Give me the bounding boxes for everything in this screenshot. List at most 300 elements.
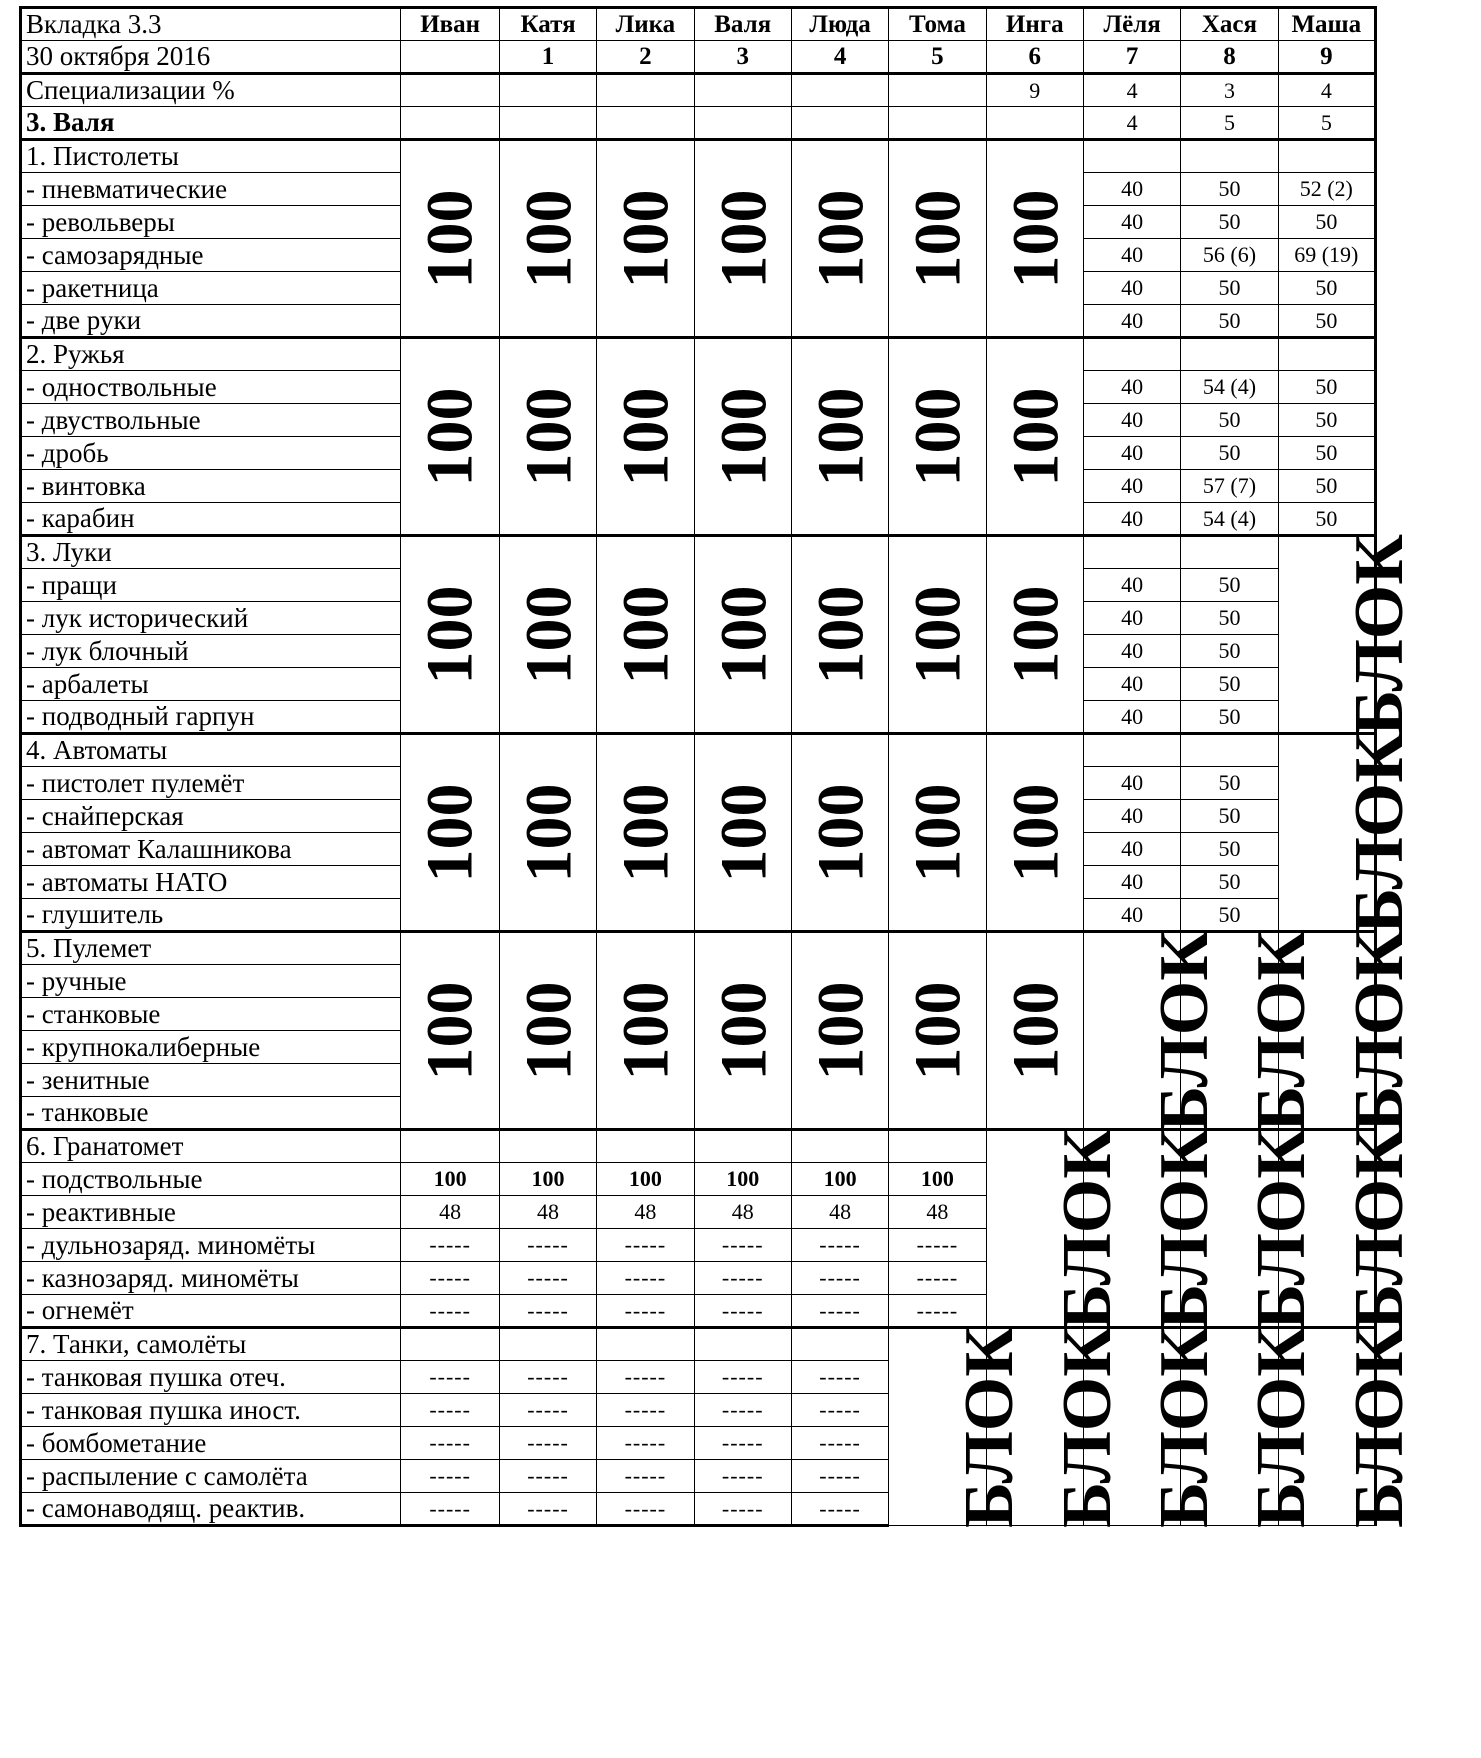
vertical-value: 100 <box>609 783 683 882</box>
merged-value-cell <box>499 140 596 338</box>
merged-value-cell <box>401 932 499 1130</box>
value-cell: 50 <box>1181 767 1278 800</box>
value-cell: 100 <box>694 1163 791 1196</box>
column-number: 1 <box>499 41 596 74</box>
vertical-value: 100 <box>512 783 586 882</box>
vertical-value: 100 <box>413 387 487 486</box>
column-number: 4 <box>791 41 888 74</box>
vertical-value: 100 <box>999 585 1073 684</box>
group-title-bows: 3. Луки <box>21 536 401 569</box>
value-cell: 50 <box>1181 833 1278 866</box>
dash-cell: ----- <box>791 1295 888 1328</box>
value-cell: 50 <box>1181 206 1278 239</box>
value-cell: 50 <box>1181 173 1278 206</box>
merged-value-cell <box>791 734 888 932</box>
dash-cell: ----- <box>401 1493 499 1526</box>
blocked-cell <box>1278 731 1418 934</box>
vertical-value: 100 <box>999 189 1073 288</box>
row-label: - подводный гарпун <box>21 701 401 734</box>
empty-cell <box>1181 140 1278 173</box>
dash-cell: ----- <box>499 1361 596 1394</box>
row-label: - автоматы НАТО <box>21 866 401 899</box>
row-label: - двуствольные <box>21 404 401 437</box>
blocked-label: БЛОК <box>1340 1326 1418 1528</box>
value-cell: 50 <box>1181 437 1278 470</box>
merged-value-cell <box>401 536 499 734</box>
vertical-value: 100 <box>609 585 683 684</box>
vertical-value: 100 <box>413 981 487 1080</box>
value-cell: 56 (6) <box>1181 239 1278 272</box>
value-cell: 40 <box>1083 173 1180 206</box>
empty-cell <box>889 1130 986 1163</box>
merged-value-cell <box>889 932 986 1130</box>
merged-value-cell <box>499 536 596 734</box>
dash-cell: ----- <box>499 1460 596 1493</box>
value-cell: 40 <box>1083 569 1180 602</box>
row-label: - бомбометание <box>21 1427 401 1460</box>
vertical-value: 100 <box>901 387 975 486</box>
value-cell: 40 <box>1083 404 1180 437</box>
dash-cell: ----- <box>597 1361 694 1394</box>
value-cell: 50 <box>1278 404 1375 437</box>
spec-value <box>597 74 694 107</box>
blocked-label: БЛОК <box>1048 1326 1126 1528</box>
value-cell: 50 <box>1278 503 1375 536</box>
value-cell: 50 <box>1181 899 1278 932</box>
merged-value-cell <box>401 338 499 536</box>
dash-cell: ----- <box>791 1361 888 1394</box>
dash-cell: ----- <box>694 1295 791 1328</box>
dash-cell: ----- <box>791 1493 888 1526</box>
blocked-label: БЛОК <box>1145 929 1223 1132</box>
section-value <box>499 107 596 140</box>
empty-cell <box>1278 140 1375 173</box>
blocked-label: БЛОК <box>1243 929 1321 1132</box>
spec-value: 4 <box>1278 74 1375 107</box>
merged-value-cell <box>694 734 791 932</box>
section-value <box>791 107 888 140</box>
value-cell: 40 <box>1083 305 1180 338</box>
dash-cell: ----- <box>694 1361 791 1394</box>
dash-cell: ----- <box>694 1394 791 1427</box>
value-cell: 40 <box>1083 437 1180 470</box>
dash-cell: ----- <box>694 1460 791 1493</box>
column-header-masha: Маша <box>1278 8 1375 41</box>
vertical-value: 100 <box>609 189 683 288</box>
merged-value-cell <box>597 932 694 1130</box>
row-label: - арбалеты <box>21 668 401 701</box>
dash-cell: ----- <box>791 1394 888 1427</box>
vertical-value: 100 <box>999 387 1073 486</box>
dash-cell: ----- <box>597 1295 694 1328</box>
blocked-cell <box>1278 533 1418 736</box>
row-label: - две руки <box>21 305 401 338</box>
merged-value-cell <box>694 932 791 1130</box>
value-cell: 50 <box>1181 305 1278 338</box>
merged-value-cell <box>694 536 791 734</box>
spec-value: 3 <box>1181 74 1278 107</box>
vertical-value: 100 <box>707 387 781 486</box>
row-label: - дробь <box>21 437 401 470</box>
value-cell: 40 <box>1083 503 1180 536</box>
vertical-value: 100 <box>804 981 878 1080</box>
row-label: - одноствольные <box>21 371 401 404</box>
dash-cell: ----- <box>791 1229 888 1262</box>
vertical-value: 100 <box>512 387 586 486</box>
merged-value-cell <box>597 536 694 734</box>
empty-cell <box>791 1328 888 1361</box>
vertical-value: 100 <box>413 585 487 684</box>
empty-cell <box>1083 140 1180 173</box>
vertical-value: 100 <box>804 783 878 882</box>
merged-value-cell <box>791 536 888 734</box>
blocked-label: БЛОК <box>1340 533 1418 736</box>
column-header-toma: Тома <box>889 8 986 41</box>
empty-cell <box>694 1328 791 1361</box>
value-cell: 40 <box>1083 800 1180 833</box>
value-cell: 50 <box>1181 272 1278 305</box>
merged-value-cell <box>986 140 1083 338</box>
value-cell: 50 <box>1181 569 1278 602</box>
row-label: - лук блочный <box>21 635 401 668</box>
dash-cell: ----- <box>597 1460 694 1493</box>
vertical-value: 100 <box>512 189 586 288</box>
dash-cell: ----- <box>401 1460 499 1493</box>
spec-value <box>791 74 888 107</box>
empty-cell <box>694 1130 791 1163</box>
vertical-value: 100 <box>707 981 781 1080</box>
dash-cell: ----- <box>499 1394 596 1427</box>
value-cell: 69 (19) <box>1278 239 1375 272</box>
blocked-cell <box>889 1326 1029 1528</box>
dash-cell: ----- <box>597 1427 694 1460</box>
row-label: - станковые <box>21 998 401 1031</box>
group-title-tanks-planes: 7. Танки, самолёты <box>21 1328 401 1361</box>
empty-cell <box>1181 536 1278 569</box>
column-header-inga: Инга <box>986 8 1083 41</box>
blocked-label: БЛОК <box>1145 1127 1223 1330</box>
value-cell: 48 <box>401 1196 499 1229</box>
value-cell: 48 <box>791 1196 888 1229</box>
empty-cell <box>597 1130 694 1163</box>
value-cell: 40 <box>1083 206 1180 239</box>
merged-value-cell <box>499 734 596 932</box>
group-title-rifles: 2. Ружья <box>21 338 401 371</box>
vertical-value: 100 <box>609 387 683 486</box>
value-cell: 40 <box>1083 866 1180 899</box>
vertical-value: 100 <box>707 189 781 288</box>
column-header-katya: Катя <box>499 8 596 41</box>
value-cell: 100 <box>889 1163 986 1196</box>
row-label: - глушитель <box>21 899 401 932</box>
row-label: - реактивные <box>21 1196 401 1229</box>
vertical-value: 100 <box>999 783 1073 882</box>
row-label: - танковая пушка отеч. <box>21 1361 401 1394</box>
blocked-label: БЛОК <box>951 1326 1029 1528</box>
dash-cell: ----- <box>597 1394 694 1427</box>
vertical-value: 100 <box>707 585 781 684</box>
value-cell: 50 <box>1181 602 1278 635</box>
column-number: 5 <box>889 41 986 74</box>
vertical-value: 100 <box>609 981 683 1080</box>
empty-cell <box>1181 734 1278 767</box>
dash-cell: ----- <box>694 1229 791 1262</box>
merged-value-cell <box>986 734 1083 932</box>
value-cell: 50 <box>1181 866 1278 899</box>
dash-cell: ----- <box>401 1262 499 1295</box>
section-value <box>889 107 986 140</box>
value-cell: 40 <box>1083 899 1180 932</box>
value-cell: 50 <box>1181 404 1278 437</box>
merged-value-cell <box>791 338 888 536</box>
spec-value <box>889 74 986 107</box>
tab-title: Вкладка 3.3 <box>21 8 401 41</box>
dash-cell: ----- <box>597 1493 694 1526</box>
empty-cell <box>401 1130 499 1163</box>
column-number: 7 <box>1083 41 1180 74</box>
vertical-value: 100 <box>901 189 975 288</box>
column-number: 3 <box>694 41 791 74</box>
empty-cell <box>1083 536 1180 569</box>
column-number: 6 <box>986 41 1083 74</box>
value-cell: 50 <box>1278 437 1375 470</box>
value-cell: 52 (2) <box>1278 173 1375 206</box>
value-cell: 40 <box>1083 470 1180 503</box>
row-label: - пращи <box>21 569 401 602</box>
merged-value-cell <box>401 140 499 338</box>
row-label: - дульнозаряд. миномёты <box>21 1229 401 1262</box>
dash-cell: ----- <box>694 1493 791 1526</box>
section-value <box>694 107 791 140</box>
row-label: - распыление с самолёта <box>21 1460 401 1493</box>
row-label: - крупнокалиберные <box>21 1031 401 1064</box>
dash-cell: ----- <box>694 1262 791 1295</box>
value-cell: 40 <box>1083 272 1180 305</box>
row-label: - лук исторический <box>21 602 401 635</box>
dash-cell: ----- <box>889 1295 986 1328</box>
value-cell: 100 <box>499 1163 596 1196</box>
group-title-grenade-launchers: 6. Гранатомет <box>21 1130 401 1163</box>
dash-cell: ----- <box>597 1262 694 1295</box>
blocked-cell <box>1083 929 1223 1132</box>
blocked-cell <box>986 1127 1126 1330</box>
value-cell: 100 <box>401 1163 499 1196</box>
merged-value-cell <box>986 338 1083 536</box>
dash-cell: ----- <box>791 1427 888 1460</box>
document-date: 30 октября 2016 <box>21 41 401 74</box>
value-cell: 54 (4) <box>1181 371 1278 404</box>
merged-value-cell <box>597 338 694 536</box>
merged-value-cell <box>889 140 986 338</box>
value-cell: 48 <box>499 1196 596 1229</box>
value-cell: 50 <box>1278 272 1375 305</box>
value-cell: 54 (4) <box>1181 503 1278 536</box>
empty-cell <box>499 1328 596 1361</box>
dash-cell: ----- <box>597 1229 694 1262</box>
merged-value-cell <box>791 932 888 1130</box>
vertical-value: 100 <box>413 189 487 288</box>
blocked-label: БЛОК <box>1340 929 1418 1132</box>
section-value <box>401 107 499 140</box>
row-label: - ручные <box>21 965 401 998</box>
value-cell: 57 (7) <box>1181 470 1278 503</box>
column-header-lika: Лика <box>597 8 694 41</box>
column-header-valya: Валя <box>694 8 791 41</box>
empty-cell <box>401 1328 499 1361</box>
section-value: 4 <box>1083 107 1180 140</box>
dash-cell: ----- <box>791 1460 888 1493</box>
vertical-value: 100 <box>901 783 975 882</box>
merged-value-cell <box>401 734 499 932</box>
column-number: 8 <box>1181 41 1278 74</box>
dash-cell: ----- <box>401 1394 499 1427</box>
merged-value-cell <box>694 338 791 536</box>
section-value: 5 <box>1278 107 1375 140</box>
vertical-value: 100 <box>512 981 586 1080</box>
vertical-value: 100 <box>804 585 878 684</box>
specialization-table <box>19 6 1418 1528</box>
row-label: - танковые <box>21 1097 401 1130</box>
column-number <box>401 41 499 74</box>
blocked-label: БЛОК <box>1243 1127 1321 1330</box>
blocked-label: БЛОК <box>1340 731 1418 934</box>
merged-value-cell <box>597 734 694 932</box>
merged-value-cell <box>597 140 694 338</box>
dash-cell: ----- <box>889 1229 986 1262</box>
merged-value-cell <box>499 338 596 536</box>
value-cell: 40 <box>1083 833 1180 866</box>
merged-value-cell <box>499 932 596 1130</box>
row-label: - ракетница <box>21 272 401 305</box>
spec-value <box>499 74 596 107</box>
dash-cell: ----- <box>791 1262 888 1295</box>
merged-value-cell <box>889 536 986 734</box>
dash-cell: ----- <box>401 1427 499 1460</box>
merged-value-cell <box>986 932 1083 1130</box>
empty-cell <box>1278 338 1375 371</box>
row-label: - казнозаряд. миномёты <box>21 1262 401 1295</box>
vertical-value: 100 <box>901 585 975 684</box>
dash-cell: ----- <box>401 1361 499 1394</box>
value-cell: 48 <box>889 1196 986 1229</box>
value-cell: 50 <box>1278 206 1375 239</box>
value-cell: 50 <box>1278 305 1375 338</box>
merged-value-cell <box>889 734 986 932</box>
row-label: - танковая пушка иност. <box>21 1394 401 1427</box>
merged-value-cell <box>791 140 888 338</box>
blocked-label: БЛОК <box>1340 1127 1418 1330</box>
section-value: 5 <box>1181 107 1278 140</box>
value-cell: 40 <box>1083 701 1180 734</box>
column-number: 2 <box>597 41 694 74</box>
value-cell: 48 <box>597 1196 694 1229</box>
blocked-label: БЛОК <box>1048 1127 1126 1330</box>
value-cell: 100 <box>597 1163 694 1196</box>
dash-cell: ----- <box>401 1295 499 1328</box>
spec-value: 4 <box>1083 74 1180 107</box>
vertical-value: 100 <box>707 783 781 882</box>
vertical-value: 100 <box>999 981 1073 1080</box>
dash-cell: ----- <box>401 1229 499 1262</box>
row-label: - самозарядные <box>21 239 401 272</box>
row-label: - пневматические <box>21 173 401 206</box>
spec-value: 9 <box>986 74 1083 107</box>
row-label: - огнемёт <box>21 1295 401 1328</box>
column-header-lyuda: Люда <box>791 8 888 41</box>
row-label: - снайперская <box>21 800 401 833</box>
blocked-label: БЛОК <box>1145 1326 1223 1528</box>
value-cell: 50 <box>1181 800 1278 833</box>
value-cell: 40 <box>1083 239 1180 272</box>
row-label: - револьверы <box>21 206 401 239</box>
value-cell: 50 <box>1278 371 1375 404</box>
row-label: - автомат Калашникова <box>21 833 401 866</box>
column-header-khasya: Хася <box>1181 8 1278 41</box>
value-cell: 100 <box>791 1163 888 1196</box>
vertical-value: 100 <box>804 387 878 486</box>
section-value <box>986 107 1083 140</box>
row-label: - зенитные <box>21 1064 401 1097</box>
row-label: - пистолет пулемёт <box>21 767 401 800</box>
empty-cell <box>1181 338 1278 371</box>
merged-value-cell <box>889 338 986 536</box>
merged-value-cell <box>694 140 791 338</box>
dash-cell: ----- <box>499 1229 596 1262</box>
empty-cell <box>791 1130 888 1163</box>
dash-cell: ----- <box>499 1427 596 1460</box>
group-title-machine-guns: 5. Пулемет <box>21 932 401 965</box>
row-label: - самонаводящ. реактив. <box>21 1493 401 1526</box>
section-value <box>597 107 694 140</box>
dash-cell: ----- <box>499 1262 596 1295</box>
dash-cell: ----- <box>889 1262 986 1295</box>
column-header-ivan: Иван <box>401 8 499 41</box>
row-label: - винтовка <box>21 470 401 503</box>
dash-cell: ----- <box>499 1295 596 1328</box>
value-cell: 40 <box>1083 602 1180 635</box>
specializations-label: Специализации % <box>21 74 401 107</box>
group-title-pistols: 1. Пистолеты <box>21 140 401 173</box>
vertical-value: 100 <box>901 981 975 1080</box>
vertical-value: 100 <box>413 783 487 882</box>
empty-cell <box>597 1328 694 1361</box>
spec-value <box>401 74 499 107</box>
spec-value <box>694 74 791 107</box>
dash-cell: ----- <box>694 1427 791 1460</box>
vertical-value: 100 <box>512 585 586 684</box>
vertical-value: 100 <box>804 189 878 288</box>
value-cell: 50 <box>1181 701 1278 734</box>
column-header-lelya: Лёля <box>1083 8 1180 41</box>
row-label: - подствольные <box>21 1163 401 1196</box>
section-title: 3. Валя <box>21 107 401 140</box>
group-title-automatics: 4. Автоматы <box>21 734 401 767</box>
empty-cell <box>1083 734 1180 767</box>
value-cell: 40 <box>1083 371 1180 404</box>
empty-cell <box>499 1130 596 1163</box>
value-cell: 40 <box>1083 767 1180 800</box>
row-label: - карабин <box>21 503 401 536</box>
column-number: 9 <box>1278 41 1375 74</box>
merged-value-cell <box>986 536 1083 734</box>
value-cell: 40 <box>1083 635 1180 668</box>
value-cell: 50 <box>1181 668 1278 701</box>
blocked-label: БЛОК <box>1243 1326 1321 1528</box>
value-cell: 48 <box>694 1196 791 1229</box>
value-cell: 50 <box>1278 470 1375 503</box>
dash-cell: ----- <box>499 1493 596 1526</box>
empty-cell <box>1083 338 1180 371</box>
